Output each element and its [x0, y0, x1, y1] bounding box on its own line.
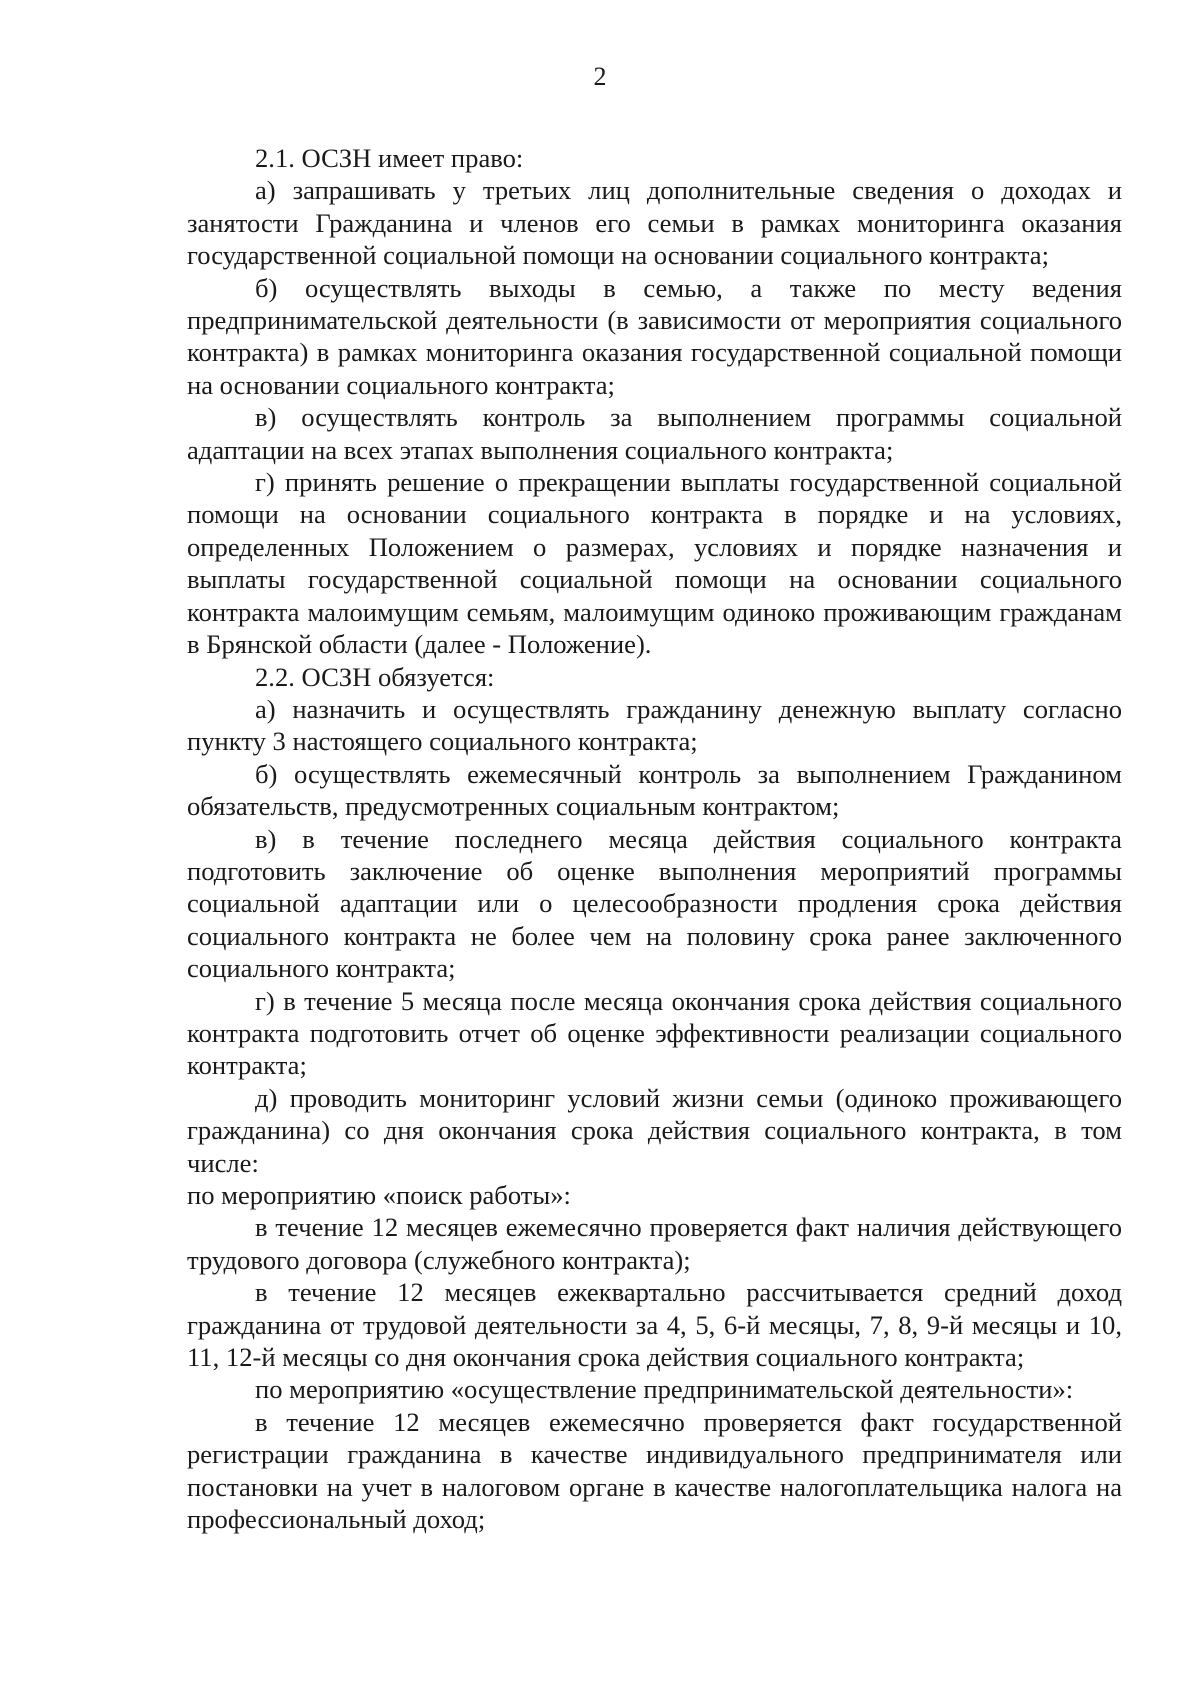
page-number: 2 [593, 62, 607, 91]
paragraph-entrepreneurship-monthly: в течение 12 месяцев ежемесячно проверяется факт государственной регистрации гражданина в качестве индивидуального предпринимателя или постановки на учет в налоговом органе в качестве налогоплательщика налога на профессиональный доход; [187, 1406, 1122, 1535]
paragraph-2-2-a: а) назначить и осуществлять гражданину денежную выплату согласно пункту 3 настоящего социального контракта; [187, 693, 1122, 757]
paragraph-2-2-b: б) осуществлять ежемесячный контроль за выполнением Гражданином обязательств, предусмотренных социальным контрактом; [187, 758, 1122, 822]
paragraph-job-search-monthly: в течение 12 месяцев ежемесячно проверяется факт наличия действующего трудового договора (служебного контракта); [187, 1212, 1122, 1275]
paragraph-2-2-v: в) в течение последнего месяца действия социального контракта подготовить заключение об оценке выполнения мероприятий программы социальной адаптации или о целесообразности продления срока действия социального контракта не более чем на половину срока ранее заключенного социального контракта; [187, 823, 1122, 984]
paragraph-2-1-a: а) запрашивать у третьих лиц дополнительные сведения о доходах и занятости Гражданина и членов его семьи в рамках мониторинга оказания государственной социальной помощи на основании социального контракта; [187, 175, 1122, 271]
paragraph-job-search-heading: по мероприятию «поиск работы»: [187, 1180, 571, 1210]
paragraph-2-1-v: в) осуществлять контроль за выполнением программы социальной адаптации на всех этапах выполнения социального контракта; [187, 402, 1122, 465]
paragraph-2-1-b: б) осуществлять выходы в семью, а также по месту ведения предпринимательской деятельности (в зависимости от мероприятия социального контракта) в рамках мониторинга оказания государственной социальной помощи на основании социального контракта; [187, 272, 1122, 400]
paragraph-2-2-g: г) в течение 5 месяца после месяца окончания срока действия социального контракта подготовить отчет об оценке эффективности реализации социального контракта; [187, 985, 1122, 1081]
paragraph-2-2-d: д) проводить мониторинг условий жизни семьи (одиноко проживающего гражданина) со дня окончания срока действия социального контракта, в том числе: [187, 1082, 1122, 1178]
paragraph-2-2-heading: 2.2. ОСЗН обязуется: [255, 661, 495, 692]
paragraph-entrepreneurship-heading: по мероприятию «осуществление предпринимательской деятельности»: [255, 1374, 1074, 1405]
paragraph-2-1-heading: 2.1. ОСЗН имеет право: [255, 143, 524, 173]
paragraph-2-1-g: г) принять решение о прекращении выплаты государственной социальной помощи на основании социального контракта в порядке и на условиях, определенных Положением о размерах, условиях и порядке назначения и выплаты государственной социальной помощи на основании социального контракта малоимущим семьям, малоимущим одиноко проживающим гражданам в Брянской области (далее - Положение). [187, 467, 1122, 660]
paragraph-job-search-quarterly: в течение 12 месяцев ежеквартально рассчитывается средний доход гражданина от трудовой деятельности за 4, 5, 6-й месяцы, 7, 8, 9-й месяцы и 10, 11, 12-й месяцы со дня окончания срока действия социального контракта; [187, 1277, 1122, 1373]
document-body [187, 142, 1122, 1535]
